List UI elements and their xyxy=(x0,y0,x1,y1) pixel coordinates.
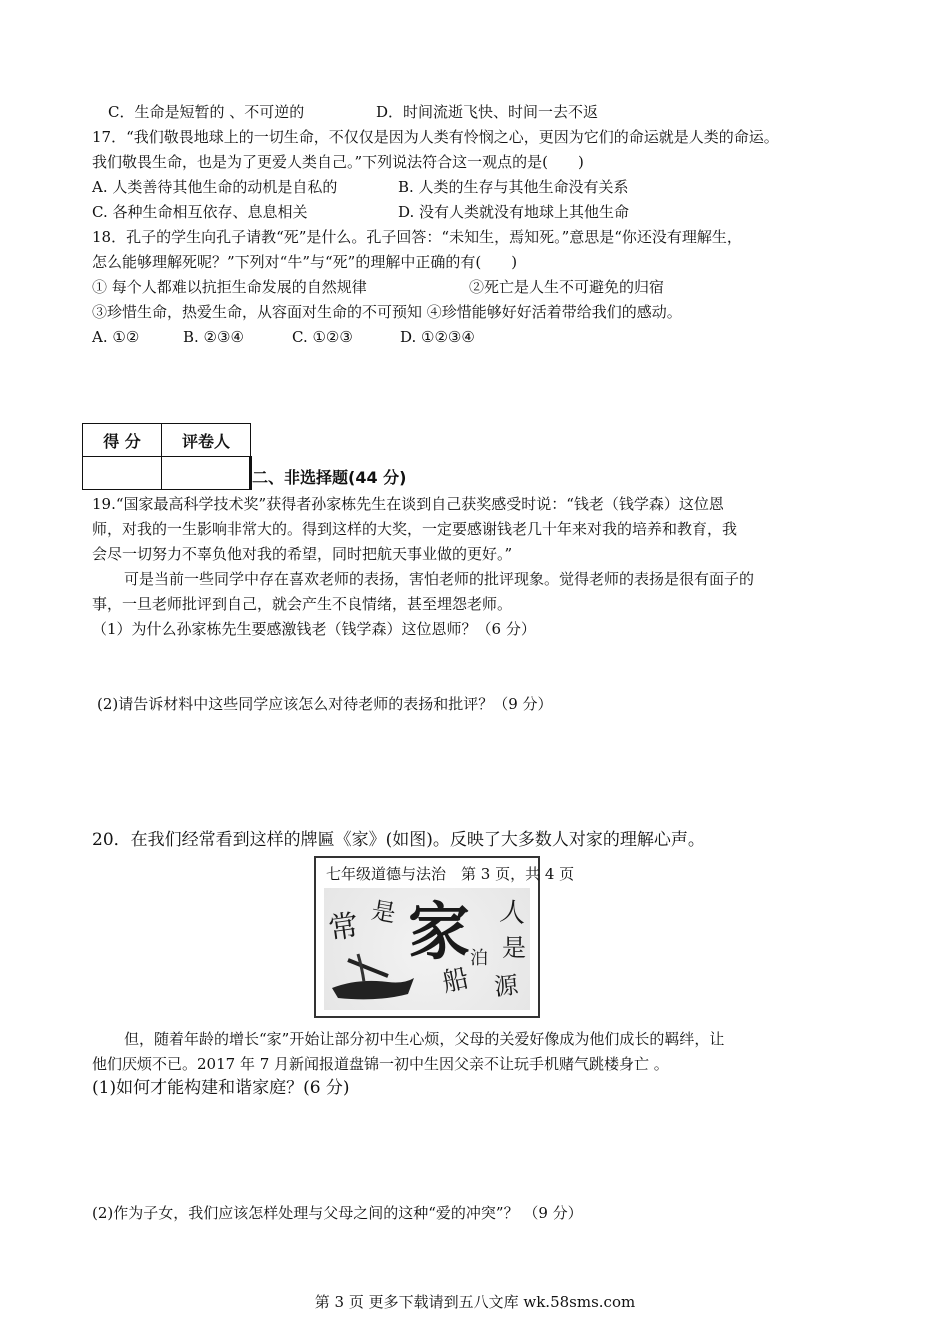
q16-option-d: D．时间流逝飞快、时间一去不返 xyxy=(376,103,599,121)
q18-stem-line2: 怎么能够理解死呢？”下列对“牛”与“死”的理解中正确的有( ) xyxy=(92,253,518,271)
plaque-char-5: 是 xyxy=(502,934,526,962)
plaque-char-4: 人 xyxy=(498,896,528,930)
score-table xyxy=(82,423,252,490)
score-cell xyxy=(83,457,162,490)
q18-statement-1: ① 每个人都难以抗拒生命发展的自然规律 xyxy=(92,278,367,296)
score-label: 得 分 xyxy=(83,424,162,457)
q18-option-a: A. ①② xyxy=(92,328,140,346)
q17-option-d: D. 没有人类就没有地球上其他生命 xyxy=(398,203,630,221)
plaque-figure xyxy=(314,856,575,1018)
q18-option-b: B. ②③④ xyxy=(183,328,244,346)
q17-stem-line2: 我们敬畏生命，也是为了更爱人类自己。”下列说法符合这一观点的是( ) xyxy=(92,153,584,171)
q19-material-line5: 事，一旦老师批评到自己，就会产生不良情绪，甚至埋怨老师。 xyxy=(92,595,513,613)
plaque-char-1: 常 xyxy=(326,908,361,947)
boat-brushstroke-icon xyxy=(328,948,418,1008)
q20-intro: 20．在我们经常看到这样的牌匾《家》(如图)。反映了大多数人对家的理解心声。 xyxy=(92,830,705,850)
q19-material-line3: 会尽一切努力不辜负他对我的希望，同时把航天事业做的更好。” xyxy=(92,545,513,563)
q18-option-d: D. ①②③④ xyxy=(400,328,475,346)
q17-option-b: B. 人类的生存与其他生命没有关系 xyxy=(398,178,629,196)
q18-option-c: C. ①②③ xyxy=(292,328,353,346)
q20-subquestion-1: (1)如何才能构建和谐家庭？(6 分) xyxy=(92,1078,350,1098)
grader-label: 评卷人 xyxy=(162,424,251,457)
q20-material-para1: 但，随着年龄的增长“家”开始让部分初中生心烦，父母的关爱好像成为他们成长的羁绊，让 xyxy=(124,1030,725,1048)
q20-subquestion-2: (2)作为子女，我们应该怎样处理与父母之间的这种“爱的冲突”？ （9 分） xyxy=(92,1204,583,1222)
plaque-char-7: 船 xyxy=(439,963,472,999)
q18-statement-3-4: ③珍惜生命，热爱生命，从容面对生命的不可预知 ④珍惜能够好好活着带给我们的感动。 xyxy=(92,303,682,321)
q17-option-c: C. 各种生命相互依存、息息相关 xyxy=(92,203,308,221)
calligraphy-plaque-image xyxy=(324,888,530,1010)
q20-material-para2: 他们厌烦不已。2017 年 7 月新闻报道盘锦一初中生因父亲不让玩手机赌气跳楼身亡 。 xyxy=(92,1055,669,1073)
q19-material-line4: 可是当前一些同学中存在喜欢老师的表扬，害怕老师的批评现象。觉得老师的表扬是很有面子的 xyxy=(124,570,755,588)
plaque-char-2: 是 xyxy=(369,896,398,928)
plaque-char-8: 泊 xyxy=(470,948,488,969)
plaque-char-6: 源 xyxy=(492,970,520,1002)
section-2-title: 二、非选择题(44 分) xyxy=(252,468,407,487)
q17-stem-line1: 17．“我们敬畏地球上的一切生命，不仅仅是因为人类有怜悯之心，更因为它们的命运就是人类的命运。 xyxy=(92,128,779,146)
plaque-char-home: 家 xyxy=(408,895,471,968)
q19-material-line2: 师，对我的一生影响非常大的。得到这样的大奖，一定要感谢钱老几十年来对我的培养和教育，我 xyxy=(92,520,738,538)
figure-caption: 七年级道德与法治 第 3 页，共 4 页 xyxy=(326,865,575,883)
q19-material-line1: 19.“国家最高科学技术奖”获得者孙家栋先生在谈到自己获奖感受时说：“钱老（钱学森）这位恩 xyxy=(92,495,724,513)
page-footer: 第 3 页 更多下载请到五八文库 wk.58sms.com xyxy=(314,1293,636,1311)
grader-cell xyxy=(162,457,251,490)
q18-stem-line1: 18．孔子的学生向孔子请教“死”是什么。孔子回答：“未知生，焉知死。”意思是“你还没有理解生， xyxy=(92,228,742,246)
q16-option-c: C．生命是短暂的 、不可逆的 xyxy=(108,103,305,121)
q18-statement-2: ②死亡是人生不可避免的归宿 xyxy=(469,278,665,296)
q19-subquestion-1: （1）为什么孙家栋先生要感激钱老（钱学森）这位恩师？（6 分） xyxy=(92,620,536,638)
q19-subquestion-2: (2)请告诉材料中这些同学应该怎么对待老师的表扬和批评？（9 分） xyxy=(97,695,553,713)
q17-option-a: A. 人类善待其他生命的动机是自私的 xyxy=(92,178,338,196)
